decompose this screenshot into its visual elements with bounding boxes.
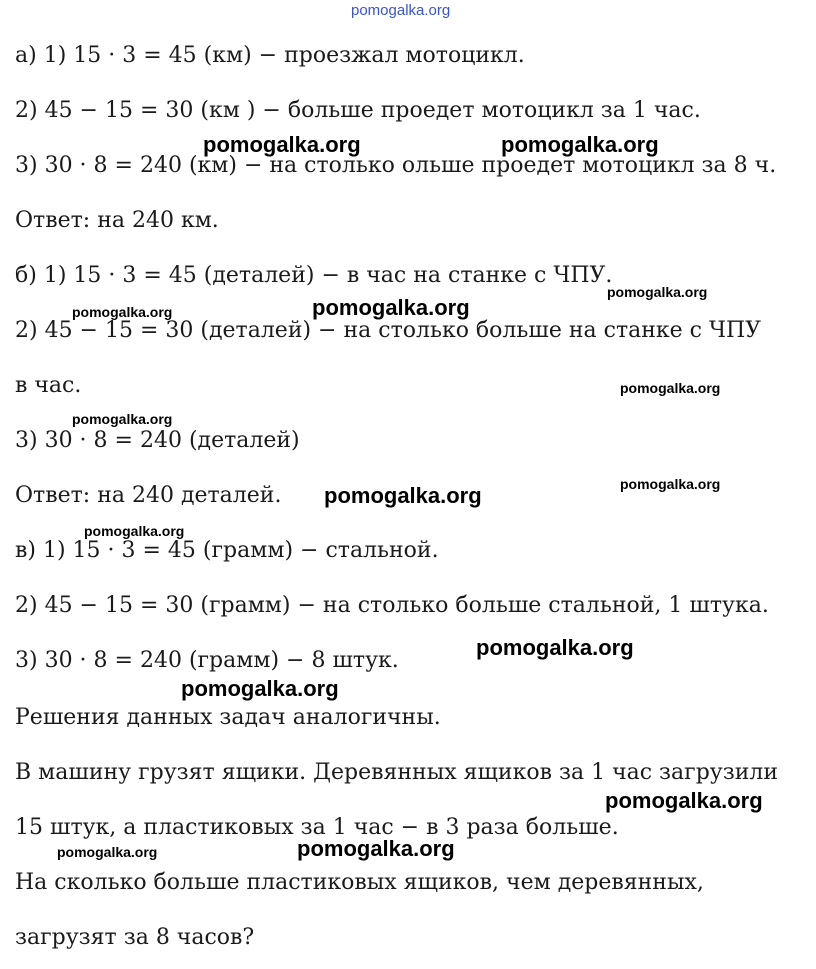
- line-c3: 3) 30 · 8 = 240 (грамм) − 8 штук.: [15, 648, 399, 673]
- watermark: pomogalka.org: [203, 132, 361, 157]
- line-task-3: На сколько больше пластиковых ящиков, чем деревянных,: [15, 870, 704, 895]
- watermark: pomogalka.org: [605, 788, 763, 813]
- line-b2: 2) 45 − 15 = 30 (деталей) − на столько больше на станке с ЧПУ: [15, 318, 762, 343]
- line-task-4: загрузят за 8 часов?: [15, 925, 255, 950]
- line-b1: б) 1) 15 · 3 = 45 (деталей) − в час на станке с ЧПУ.: [15, 263, 613, 288]
- watermark: pomogalka.org: [607, 284, 708, 300]
- watermark: pomogalka.org: [84, 523, 185, 539]
- watermark-top: pomogalka.org: [351, 2, 451, 19]
- watermark: pomogalka.org: [72, 304, 173, 320]
- watermark: pomogalka.org: [181, 676, 339, 701]
- line-c1: в) 1) 15 · 3 = 45 (грамм) − стальной.: [15, 538, 439, 563]
- line-b2-cont: в час.: [15, 373, 82, 398]
- watermark: pomogalka.org: [72, 411, 173, 427]
- watermark: pomogalka.org: [620, 476, 721, 492]
- watermark: pomogalka.org: [501, 132, 659, 157]
- watermark: pomogalka.org: [57, 844, 158, 860]
- line-a2: 2) 45 − 15 = 30 (км ) − больше проедет мотоцикл за 1 час.: [15, 98, 701, 123]
- watermark: pomogalka.org: [297, 836, 455, 861]
- watermark: pomogalka.org: [620, 380, 721, 396]
- line-b-answer: Ответ: на 240 деталей.: [15, 483, 282, 508]
- line-a1: а) 1) 15 · 3 = 45 (км) − проезжал мотоцикл.: [15, 43, 525, 68]
- line-a-answer: Ответ: на 240 км.: [15, 208, 219, 233]
- watermark: pomogalka.org: [476, 635, 634, 660]
- line-a3: 3) 30 · 8 = 240 (км) − на столько ольше проедет мотоцикл за 8 ч.: [15, 153, 777, 178]
- line-task-1: В машину грузят ящики. Деревянных ящиков за 1 час загрузили: [15, 760, 779, 785]
- line-c2: 2) 45 − 15 = 30 (грамм) − на столько больше стальной, 1 штука.: [15, 593, 769, 618]
- watermark: pomogalka.org: [312, 295, 470, 320]
- line-note: Решения данных задач аналогичны.: [15, 705, 441, 730]
- watermark: pomogalka.org: [324, 483, 482, 508]
- line-b3: 3) 30 · 8 = 240 (деталей): [15, 428, 300, 453]
- line-task-2: 15 штук, а пластиковых за 1 час − в 3 раза больше.: [15, 815, 619, 840]
